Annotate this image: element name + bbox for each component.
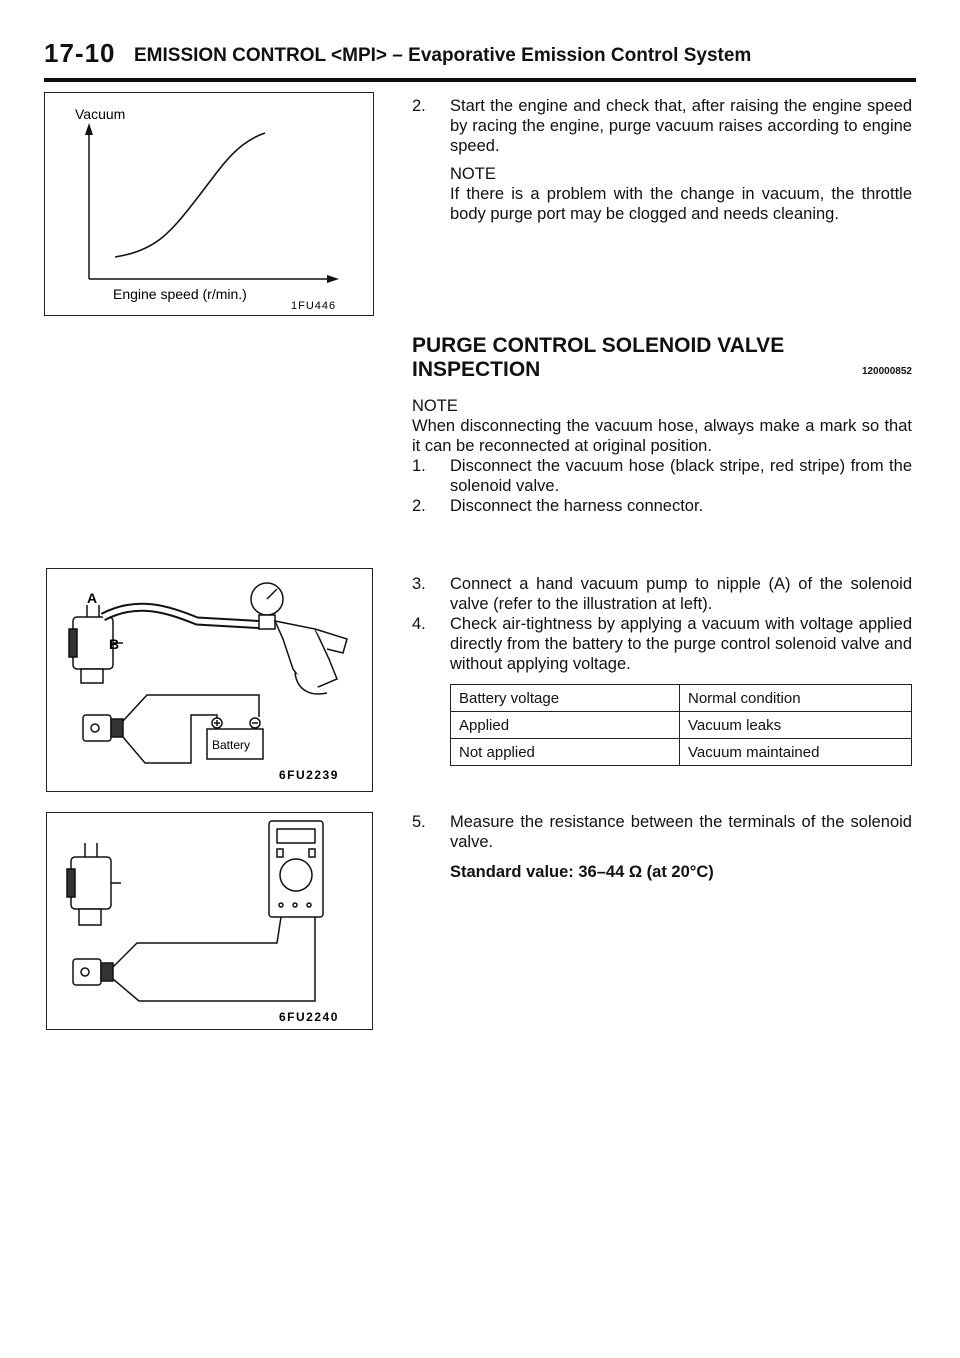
graph-y-label: Vacuum [75,106,126,122]
page-number: 17-10 [44,38,116,68]
step-text: Connect a hand vacuum pump to nipple (A) of the solenoid valve (refer to the illustration at left). [450,575,912,613]
vacuum-graph-figure [44,92,374,316]
table-cell: Vacuum leaks [680,712,912,739]
vacuum-pump-figure [46,568,373,792]
list-item [412,614,912,674]
solenoid-connector-icon [73,959,113,985]
battery-label: Battery [212,738,251,752]
nipple-a-label: A [87,590,98,606]
lead-black [113,917,315,1001]
resistance-figure [46,812,373,1030]
vacuum-steps [412,574,912,674]
note-label: NOTE [450,165,496,183]
table-header-row [451,685,912,712]
table-row [451,712,912,739]
resistance-step [412,812,912,882]
step-number: 1. [412,457,426,475]
multimeter-icon [269,821,323,917]
page-title: EMISSION CONTROL <MPI> – Evaporative Emission Control System [134,45,752,66]
wire-negative [123,715,217,763]
figure-code: 1FU446 [291,300,337,312]
heading-line-1: PURGE CONTROL SOLENOID VALVE [412,334,785,357]
vacuum-curve [115,133,265,257]
step-text: Disconnect the vacuum hose (black stripe, red stripe) from the solenoid valve. [450,457,912,495]
list-item [412,456,912,496]
resistance-illustration [47,813,372,1029]
lead-red [113,917,281,967]
table-row [451,739,912,766]
list-item [412,496,912,516]
step-number: 4. [412,615,426,633]
solenoid-connector-icon [83,715,123,741]
solenoid-valve-icon [67,843,121,925]
condition-table [450,684,912,766]
graph-x-label: Engine speed (r/min.) [113,286,247,302]
step-text: Disconnect the harness connector. [450,497,704,515]
figure-code: 6FU2240 [279,1010,339,1024]
step-number: 2. [412,97,426,115]
table-cell: Vacuum maintained [680,739,912,766]
note-block [450,164,912,224]
step-number: 3. [412,575,426,593]
x-axis-arrow [327,275,339,283]
step-text: Measure the resistance between the terminals of the solenoid valve. [450,813,912,851]
page-header [44,38,916,82]
list-item [412,574,912,614]
note-text: When disconnecting the vacuum hose, always make a mark so that it can be reconnected at original position. [412,417,912,455]
step-text: Check air-tightness by applying a vacuum with voltage applied directly from the battery to the purge control solenoid valve and without applying voltage. [450,615,912,673]
table-header-cell: Normal condition [680,685,912,712]
list-item [412,812,912,852]
heading-line-2: INSPECTION [412,358,541,381]
engine-check-text [412,96,912,224]
step-text: Start the engine and check that, after raising the engine speed by racing the engine, purge vacuum raises according to engine speed. [450,97,912,155]
vacuum-graph [45,93,373,315]
step-number: 5. [412,813,426,831]
note-label: NOTE [412,397,458,415]
note-text: If there is a problem with the change in vacuum, the throttle body purge port may be clogged and needs cleaning. [450,185,912,223]
table-cell: Not applied [451,739,680,766]
nipple-b-label: B [109,636,120,652]
step-number: 2. [412,497,426,515]
reference-code: 120000852 [861,366,912,377]
vacuum-pump-illustration [47,569,372,791]
figure-code: 6FU2239 [279,768,339,782]
table-header-cell: Battery voltage [451,685,680,712]
standard-value: Standard value: 36–44 Ω (at 20°C) [450,863,714,881]
section-heading [412,334,784,382]
list-item [412,96,912,156]
hand-vacuum-pump-icon [251,583,347,694]
table-cell: Applied [451,712,680,739]
inspection-intro [412,396,912,516]
y-axis-arrow [85,123,93,135]
